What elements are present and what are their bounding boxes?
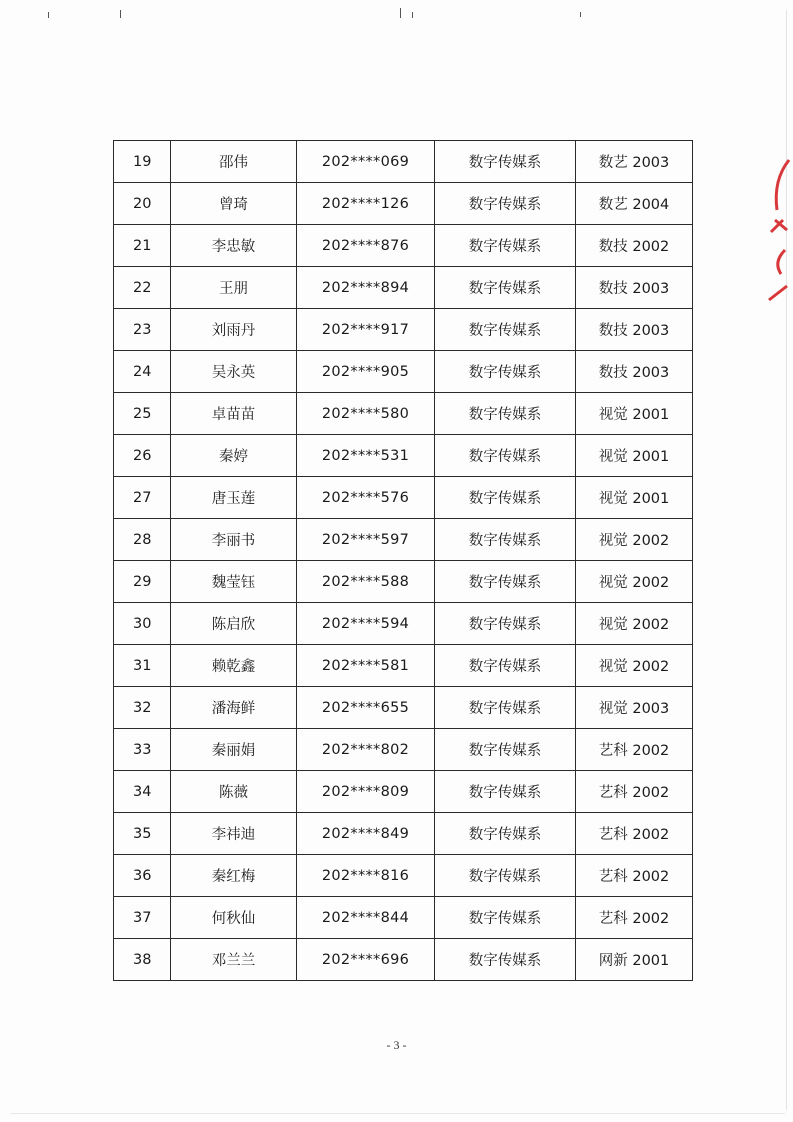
table-row — [114, 687, 693, 729]
cell-class: 艺科 2002 — [576, 855, 693, 897]
cell-class: 艺科 2002 — [576, 771, 693, 813]
table-row — [114, 729, 693, 771]
scan-speck — [400, 8, 401, 18]
cell-class: 艺科 2002 — [576, 729, 693, 771]
cell-student-name: 邵伟 — [171, 141, 297, 183]
cell-department: 数字传媒系 — [435, 435, 576, 477]
table-row — [114, 519, 693, 561]
cell-class: 艺科 2002 — [576, 897, 693, 939]
cell-student-id: 202****588 — [297, 561, 435, 603]
cell-student-id: 202****576 — [297, 477, 435, 519]
table-body — [114, 141, 693, 981]
cell-number: 24 — [114, 351, 171, 393]
cell-student-id: 202****069 — [297, 141, 435, 183]
cell-class: 视觉 2001 — [576, 393, 693, 435]
cell-class: 数技 2003 — [576, 267, 693, 309]
cell-student-id: 202****849 — [297, 813, 435, 855]
scan-speck — [48, 12, 49, 18]
table-row — [114, 141, 693, 183]
cell-class: 视觉 2002 — [576, 603, 693, 645]
table-row — [114, 813, 693, 855]
table-row — [114, 561, 693, 603]
table-row — [114, 435, 693, 477]
cell-number: 22 — [114, 267, 171, 309]
cell-number: 34 — [114, 771, 171, 813]
cell-department: 数字传媒系 — [435, 939, 576, 981]
cell-student-id: 202****917 — [297, 309, 435, 351]
cell-student-id: 202****894 — [297, 267, 435, 309]
cell-class: 视觉 2002 — [576, 519, 693, 561]
cell-class: 视觉 2003 — [576, 687, 693, 729]
cell-number: 30 — [114, 603, 171, 645]
cell-student-id: 202****597 — [297, 519, 435, 561]
cell-student-name: 李丽书 — [171, 519, 297, 561]
cell-student-name: 吴永英 — [171, 351, 297, 393]
table-row — [114, 225, 693, 267]
table-row — [114, 351, 693, 393]
table-row — [114, 645, 693, 687]
cell-department: 数字传媒系 — [435, 477, 576, 519]
student-table-container — [113, 140, 688, 981]
cell-student-name: 卓苗苗 — [171, 393, 297, 435]
cell-number: 35 — [114, 813, 171, 855]
cell-student-name: 潘海鲜 — [171, 687, 297, 729]
cell-department: 数字传媒系 — [435, 561, 576, 603]
scan-speck — [120, 10, 121, 18]
cell-department: 数字传媒系 — [435, 141, 576, 183]
official-seal-fragment — [761, 150, 793, 310]
cell-student-name: 魏莹钰 — [171, 561, 297, 603]
cell-student-name: 曾琦 — [171, 183, 297, 225]
table-row — [114, 771, 693, 813]
cell-student-name: 秦红梅 — [171, 855, 297, 897]
cell-student-id: 202****580 — [297, 393, 435, 435]
cell-department: 数字传媒系 — [435, 771, 576, 813]
cell-class: 视觉 2002 — [576, 561, 693, 603]
cell-student-id: 202****876 — [297, 225, 435, 267]
cell-number: 23 — [114, 309, 171, 351]
cell-student-name: 秦婷 — [171, 435, 297, 477]
scan-speck — [412, 12, 413, 18]
cell-student-name: 陈薇 — [171, 771, 297, 813]
scan-edge — [10, 1113, 785, 1114]
cell-department: 数字传媒系 — [435, 267, 576, 309]
cell-class: 视觉 2001 — [576, 477, 693, 519]
cell-department: 数字传媒系 — [435, 603, 576, 645]
cell-class: 数艺 2003 — [576, 141, 693, 183]
cell-student-name: 邓兰兰 — [171, 939, 297, 981]
cell-number: 27 — [114, 477, 171, 519]
cell-class: 数技 2003 — [576, 309, 693, 351]
cell-class: 数艺 2004 — [576, 183, 693, 225]
cell-student-id: 202****844 — [297, 897, 435, 939]
cell-number: 37 — [114, 897, 171, 939]
table-row — [114, 183, 693, 225]
table-row — [114, 477, 693, 519]
cell-number: 19 — [114, 141, 171, 183]
cell-student-name: 王朋 — [171, 267, 297, 309]
cell-student-name: 刘雨丹 — [171, 309, 297, 351]
cell-class: 视觉 2001 — [576, 435, 693, 477]
cell-student-name: 唐玉莲 — [171, 477, 297, 519]
table-row — [114, 267, 693, 309]
cell-student-name: 陈启欣 — [171, 603, 297, 645]
cell-student-name: 秦丽娟 — [171, 729, 297, 771]
cell-department: 数字传媒系 — [435, 519, 576, 561]
cell-student-id: 202****696 — [297, 939, 435, 981]
cell-department: 数字传媒系 — [435, 729, 576, 771]
cell-student-id: 202****126 — [297, 183, 435, 225]
cell-number: 31 — [114, 645, 171, 687]
cell-department: 数字传媒系 — [435, 393, 576, 435]
cell-student-id: 202****581 — [297, 645, 435, 687]
cell-class: 艺科 2002 — [576, 813, 693, 855]
cell-student-name: 李祎迪 — [171, 813, 297, 855]
cell-student-id: 202****594 — [297, 603, 435, 645]
table-row — [114, 603, 693, 645]
cell-student-name: 何秋仙 — [171, 897, 297, 939]
cell-student-name: 李忠敏 — [171, 225, 297, 267]
cell-department: 数字传媒系 — [435, 351, 576, 393]
cell-department: 数字传媒系 — [435, 687, 576, 729]
table-row — [114, 855, 693, 897]
cell-student-id: 202****816 — [297, 855, 435, 897]
cell-number: 29 — [114, 561, 171, 603]
cell-department: 数字传媒系 — [435, 183, 576, 225]
cell-department: 数字传媒系 — [435, 813, 576, 855]
student-table — [113, 140, 693, 981]
cell-department: 数字传媒系 — [435, 645, 576, 687]
cell-class: 网新 2001 — [576, 939, 693, 981]
cell-class: 数技 2003 — [576, 351, 693, 393]
cell-class: 视觉 2002 — [576, 645, 693, 687]
cell-department: 数字传媒系 — [435, 309, 576, 351]
cell-student-id: 202****655 — [297, 687, 435, 729]
cell-number: 28 — [114, 519, 171, 561]
cell-student-id: 202****531 — [297, 435, 435, 477]
cell-student-id: 202****905 — [297, 351, 435, 393]
cell-number: 21 — [114, 225, 171, 267]
cell-number: 33 — [114, 729, 171, 771]
cell-department: 数字传媒系 — [435, 855, 576, 897]
table-row — [114, 393, 693, 435]
page-number: - 3 - — [386, 1038, 407, 1052]
cell-student-name: 赖乾鑫 — [171, 645, 297, 687]
cell-student-id: 202****802 — [297, 729, 435, 771]
cell-number: 38 — [114, 939, 171, 981]
seal-icon — [761, 150, 793, 310]
cell-department: 数字传媒系 — [435, 225, 576, 267]
cell-number: 26 — [114, 435, 171, 477]
cell-student-id: 202****809 — [297, 771, 435, 813]
table-row — [114, 309, 693, 351]
table-row — [114, 939, 693, 981]
cell-number: 25 — [114, 393, 171, 435]
table-row — [114, 897, 693, 939]
cell-number: 20 — [114, 183, 171, 225]
cell-number: 32 — [114, 687, 171, 729]
cell-department: 数字传媒系 — [435, 897, 576, 939]
cell-class: 数技 2002 — [576, 225, 693, 267]
cell-number: 36 — [114, 855, 171, 897]
scan-speck — [580, 12, 581, 17]
